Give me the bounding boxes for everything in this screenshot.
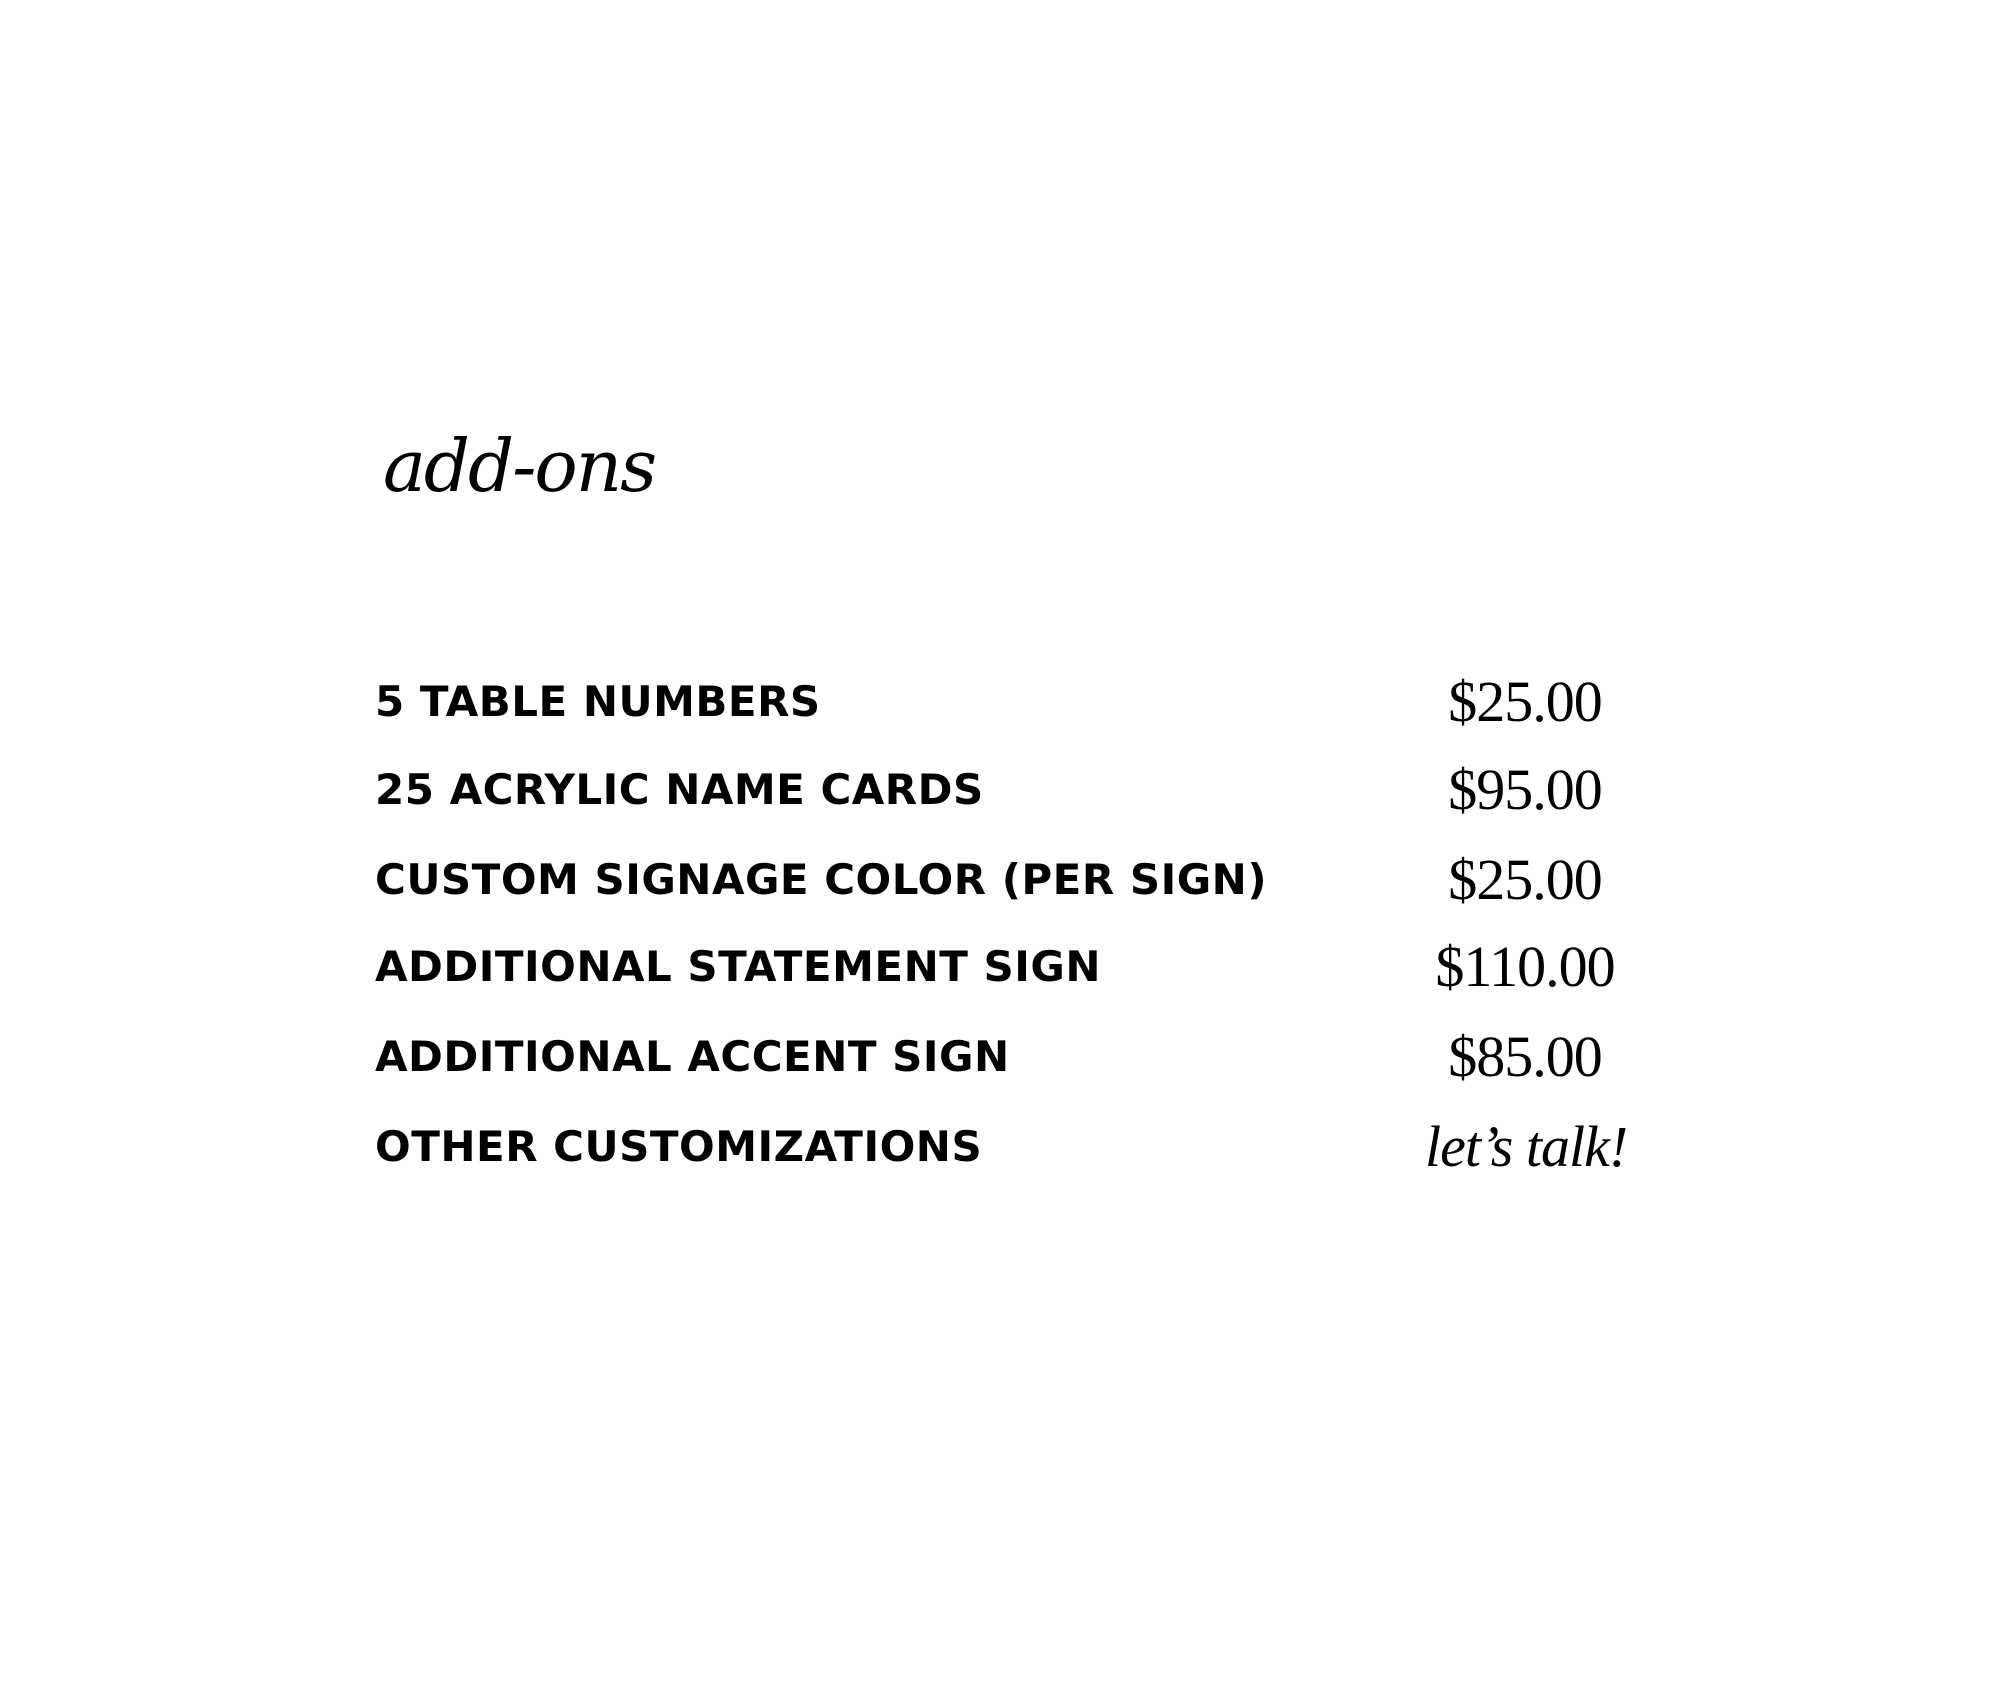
- price-row-value: $25.00: [1448, 669, 1602, 734]
- price-row-label: 5 TABLE NUMBERS: [375, 677, 821, 726]
- price-row-value: let’s talk!: [1425, 1114, 1628, 1179]
- price-row-acrylic-name-cards: [375, 755, 1635, 825]
- price-row-value: $110.00: [1435, 934, 1615, 999]
- price-row-label: 25 ACRYLIC NAME CARDS: [375, 765, 984, 814]
- price-row-label: CUSTOM SIGNAGE COLOR (PER SIGN): [375, 855, 1268, 904]
- price-row-label: ADDITIONAL ACCENT SIGN: [375, 1032, 1010, 1081]
- page-title: add-ons: [383, 424, 656, 508]
- price-row-table-numbers: [375, 667, 1635, 737]
- price-row-additional-accent-sign: [375, 1022, 1635, 1092]
- price-row-label: OTHER CUSTOMIZATIONS: [375, 1122, 983, 1171]
- price-row-value: $85.00: [1448, 1024, 1602, 1089]
- price-row-value: $95.00: [1448, 757, 1602, 822]
- price-row-value: $25.00: [1448, 847, 1602, 912]
- price-row-label: ADDITIONAL STATEMENT SIGN: [375, 942, 1102, 991]
- price-row-other-customizations: [375, 1112, 1635, 1182]
- price-row-custom-signage-color: [375, 845, 1635, 915]
- price-row-additional-statement-sign: [375, 932, 1635, 1002]
